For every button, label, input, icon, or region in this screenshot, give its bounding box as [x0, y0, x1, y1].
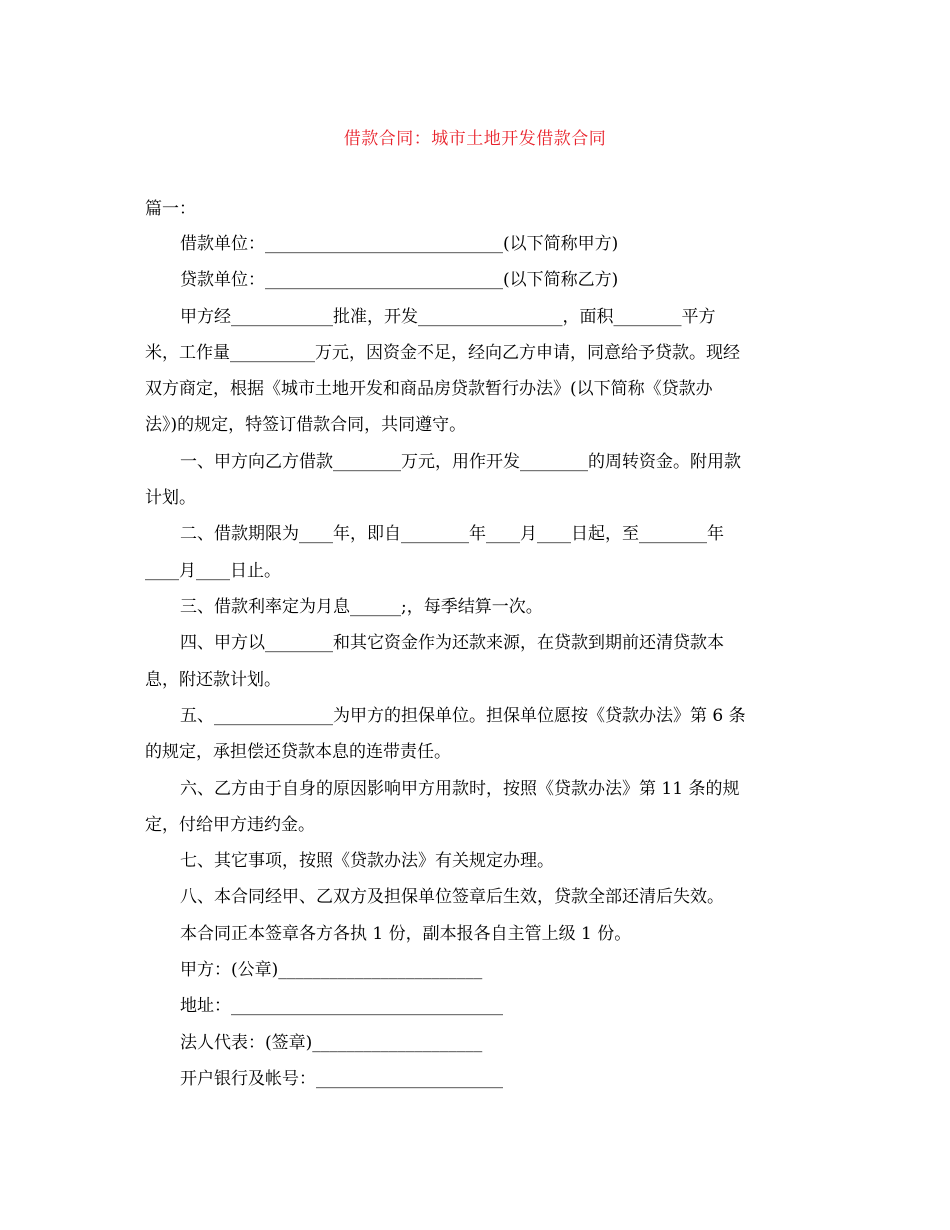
clause-line: 八、本合同经甲、乙双方及担保单位签章后生效，贷款全部还清后失效。: [180, 887, 724, 907]
party-a-seal-field: 甲方：(公章)________________________: [180, 960, 483, 980]
lender-field: 贷款单位：____________________________(以下简称乙方): [180, 270, 619, 290]
legal-rep-field: 法人代表：(签章)____________________: [180, 1033, 483, 1053]
clause-line: 息，附还款计划。: [145, 670, 281, 690]
bank-account-field: 开户银行及帐号：______________________: [180, 1069, 503, 1089]
clause-line: 的规定，承担偿还贷款本息的连带责任。: [145, 742, 451, 762]
section-heading: 篇一：: [145, 199, 196, 219]
clause-line: 五、______________为甲方的担保单位。担保单位愿按《贷款办法》第 6 条: [180, 706, 746, 726]
clause-line: 六、乙方由于自身的原因影响甲方用款时，按照《贷款办法》第 11 条的规: [180, 779, 740, 799]
document-title: 借款合同：城市土地开发借款合同: [343, 129, 607, 149]
clause-line: 三、借款利率定为月息______;，每季结算一次。: [180, 597, 543, 617]
address-field: 地址：________________________________: [180, 996, 503, 1016]
borrower-field: 借款单位：____________________________(以下简称甲方): [180, 234, 619, 254]
clause-line: ____月____日止。: [145, 561, 281, 581]
clause-line: 二、借款期限为____年，即自________年____月____日起，至________年: [180, 524, 724, 544]
clause-line: 定，付给甲方违约金。: [145, 815, 315, 835]
clause-line: 一、甲方向乙方借款________万元，用作开发________的周转资金。附用款: [180, 452, 741, 472]
clause-line: 四、甲方以________和其它资金作为还款来源，在贷款到期前还清贷款本: [180, 633, 724, 653]
paragraph-line: 甲方经____________批准，开发_________________，面积________平方: [180, 307, 716, 327]
clause-line: 计划。: [145, 488, 196, 508]
clause-line: 本合同正本签章各方各执 1 份，副本报各自主管上级 1 份。: [180, 924, 632, 944]
paragraph-line: 双方商定，根据《城市土地开发和商品房贷款暂行办法》(以下简称《贷款办: [145, 379, 713, 399]
paragraph-line: 米，工作量__________万元，因资金不足，经向乙方申请，同意给予贷款。现经: [145, 343, 740, 363]
clause-line: 七、其它事项，按照《贷款办法》有关规定办理。: [180, 851, 554, 871]
paragraph-line: 法》)的规定，特签订借款合同，共同遵守。: [145, 415, 467, 435]
